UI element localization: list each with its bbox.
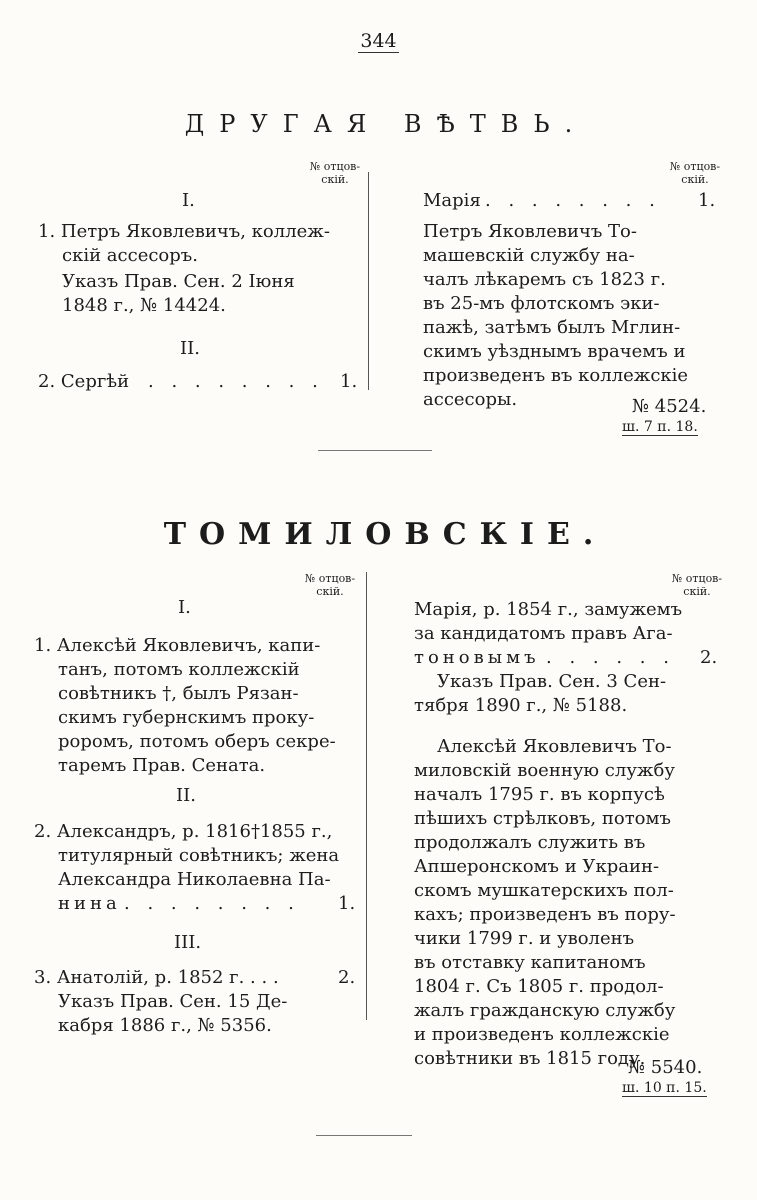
generation-iii: III. <box>174 932 202 953</box>
reference-sheet: ш. 7 п. 18. <box>622 419 698 435</box>
right-decree-line-1: Указъ Прав. Сен. 3 Сен- <box>437 671 667 692</box>
entry-2-name: 2. Сергѣй <box>38 371 130 392</box>
left-column-note: № отцов-скій. <box>309 160 361 186</box>
reference-number: № 5540. <box>628 1057 703 1078</box>
right-maria-number: 2. <box>700 647 718 668</box>
section-title-tomilovskie: ТОМИЛОВСКІЕ. <box>163 517 607 552</box>
entry-1-line-6: таремъ Прав. Сената. <box>58 755 266 776</box>
decree-line-1: Указъ Прав. Сен. 15 Де- <box>58 991 288 1012</box>
bio-line-9: чики 1799 г. и уволенъ <box>414 928 635 949</box>
bio-line-6: скимъ уѣзднымъ врачемъ и <box>423 341 686 362</box>
bio-line-6: Апшеронскомъ и Украин- <box>414 856 660 877</box>
right-maria-line-1: Марія, р. 1854 г., замужемъ <box>414 599 683 620</box>
entry-1-line-4: скимъ губернскимъ проку- <box>58 707 315 728</box>
right-column-note: № отцов-скій. <box>671 572 723 598</box>
right-column-note: № отцов-скій. <box>669 160 721 186</box>
entry-2-dots: . . . . . . . . <box>124 893 300 914</box>
generation-ii: II. <box>176 785 196 806</box>
right-maria-line-2: за кандидатомъ правъ Ага- <box>414 623 673 644</box>
entry-1-line-1: 1. Алексѣй Яковлевичъ, капи- <box>34 635 321 656</box>
column-divider <box>368 172 369 390</box>
bio-line-10: въ отставку капитаномъ <box>414 952 646 973</box>
entry-1-line-3: совѣтникъ †, былъ Рязан- <box>58 683 299 704</box>
decree-line-2: кабря 1886 г., № 5356. <box>58 1015 272 1036</box>
entry-3-number: 2. <box>338 967 356 988</box>
entry-2-number: 1. <box>338 893 356 914</box>
section-divider <box>316 1135 412 1136</box>
right-entry-number: 1. <box>698 190 716 211</box>
bio-line-4: пѣшихъ стрѣлковъ, потомъ <box>414 808 671 829</box>
bio-line-13: и произведенъ коллежскіе <box>414 1024 670 1045</box>
bio-line-11: 1804 г. Съ 1805 г. продол- <box>414 976 664 997</box>
bio-line-3: чалъ лѣкаремъ съ 1823 г. <box>423 269 666 290</box>
entry-2-number: 1. <box>340 371 358 392</box>
column-divider <box>366 572 367 1020</box>
page-number: 344 <box>360 30 397 52</box>
right-entry-name: Марія <box>423 190 481 211</box>
right-entry-dots: . . . . . . . . <box>485 190 661 211</box>
left-column-note: № отцов-скій. <box>304 572 356 598</box>
decree-line-1: Указъ Прав. Сен. 2 Іюня <box>62 271 295 292</box>
entry-2-line-1: 2. Александръ, р. 1816†1855 г., <box>34 821 333 842</box>
bio-line-8: кахъ; произведенъ въ пору- <box>414 904 676 925</box>
entry-1-line-2: скій ассесоръ. <box>62 245 198 266</box>
bio-line-7: скомъ мушкатерскихъ пол- <box>414 880 674 901</box>
decree-line-2: 1848 г., № 14424. <box>62 295 226 316</box>
entry-1-line-2: танъ, потомъ коллежскій <box>58 659 300 680</box>
bio-line-1: Петръ Яковлевичъ То- <box>423 221 637 242</box>
bio-line-2: миловскій военную службу <box>414 760 675 781</box>
entry-2-line-2: титулярный совѣтникъ; жена <box>58 845 340 866</box>
right-decree-line-2: тября 1890 г., № 5188. <box>414 695 628 716</box>
bio-line-4: въ 25-мъ флотскомъ эки- <box>423 293 660 314</box>
entry-3-line-1: 3. Анатолій, р. 1852 г. . . . <box>34 967 279 988</box>
entry-1-line-1: 1. Петръ Яковлевичъ, коллеж- <box>38 221 330 242</box>
entry-1-line-5: роромъ, потомъ оберъ секре- <box>58 731 336 752</box>
bio-line-5: пажѣ, затѣмъ былъ Мглин- <box>423 317 681 338</box>
section-title-other-branch: ДРУГАЯ ВѢТВЬ. <box>184 110 588 138</box>
generation-i: I. <box>182 190 195 211</box>
bio-line-14: совѣтники въ 1815 году. <box>414 1048 646 1069</box>
generation-ii: II. <box>180 338 200 359</box>
entry-2-dots: . . . . . . . . <box>148 371 324 392</box>
right-maria-line-3-name: тоновымъ <box>414 647 540 668</box>
entry-2-line-4-name: нина <box>58 893 121 914</box>
generation-i: I. <box>178 597 191 618</box>
section-divider <box>318 450 432 451</box>
bio-line-8: ассесоры. <box>423 389 518 410</box>
reference-number: № 4524. <box>632 396 707 417</box>
bio-line-7: произведенъ въ коллежскіе <box>423 365 689 386</box>
bio-line-5: продолжалъ служить въ <box>414 832 646 853</box>
right-maria-dots: . . . . . . <box>546 647 675 668</box>
bio-line-1: Алексѣй Яковлевичъ То- <box>437 736 672 757</box>
bio-line-3: началъ 1795 г. въ корпусѣ <box>414 784 665 805</box>
reference-sheet: ш. 10 п. 15. <box>622 1080 707 1096</box>
bio-line-2: машевскій службу на- <box>423 245 635 266</box>
entry-2-line-3: Александра Николаевна Па- <box>58 869 331 890</box>
bio-line-12: жалъ гражданскую службу <box>414 1000 676 1021</box>
